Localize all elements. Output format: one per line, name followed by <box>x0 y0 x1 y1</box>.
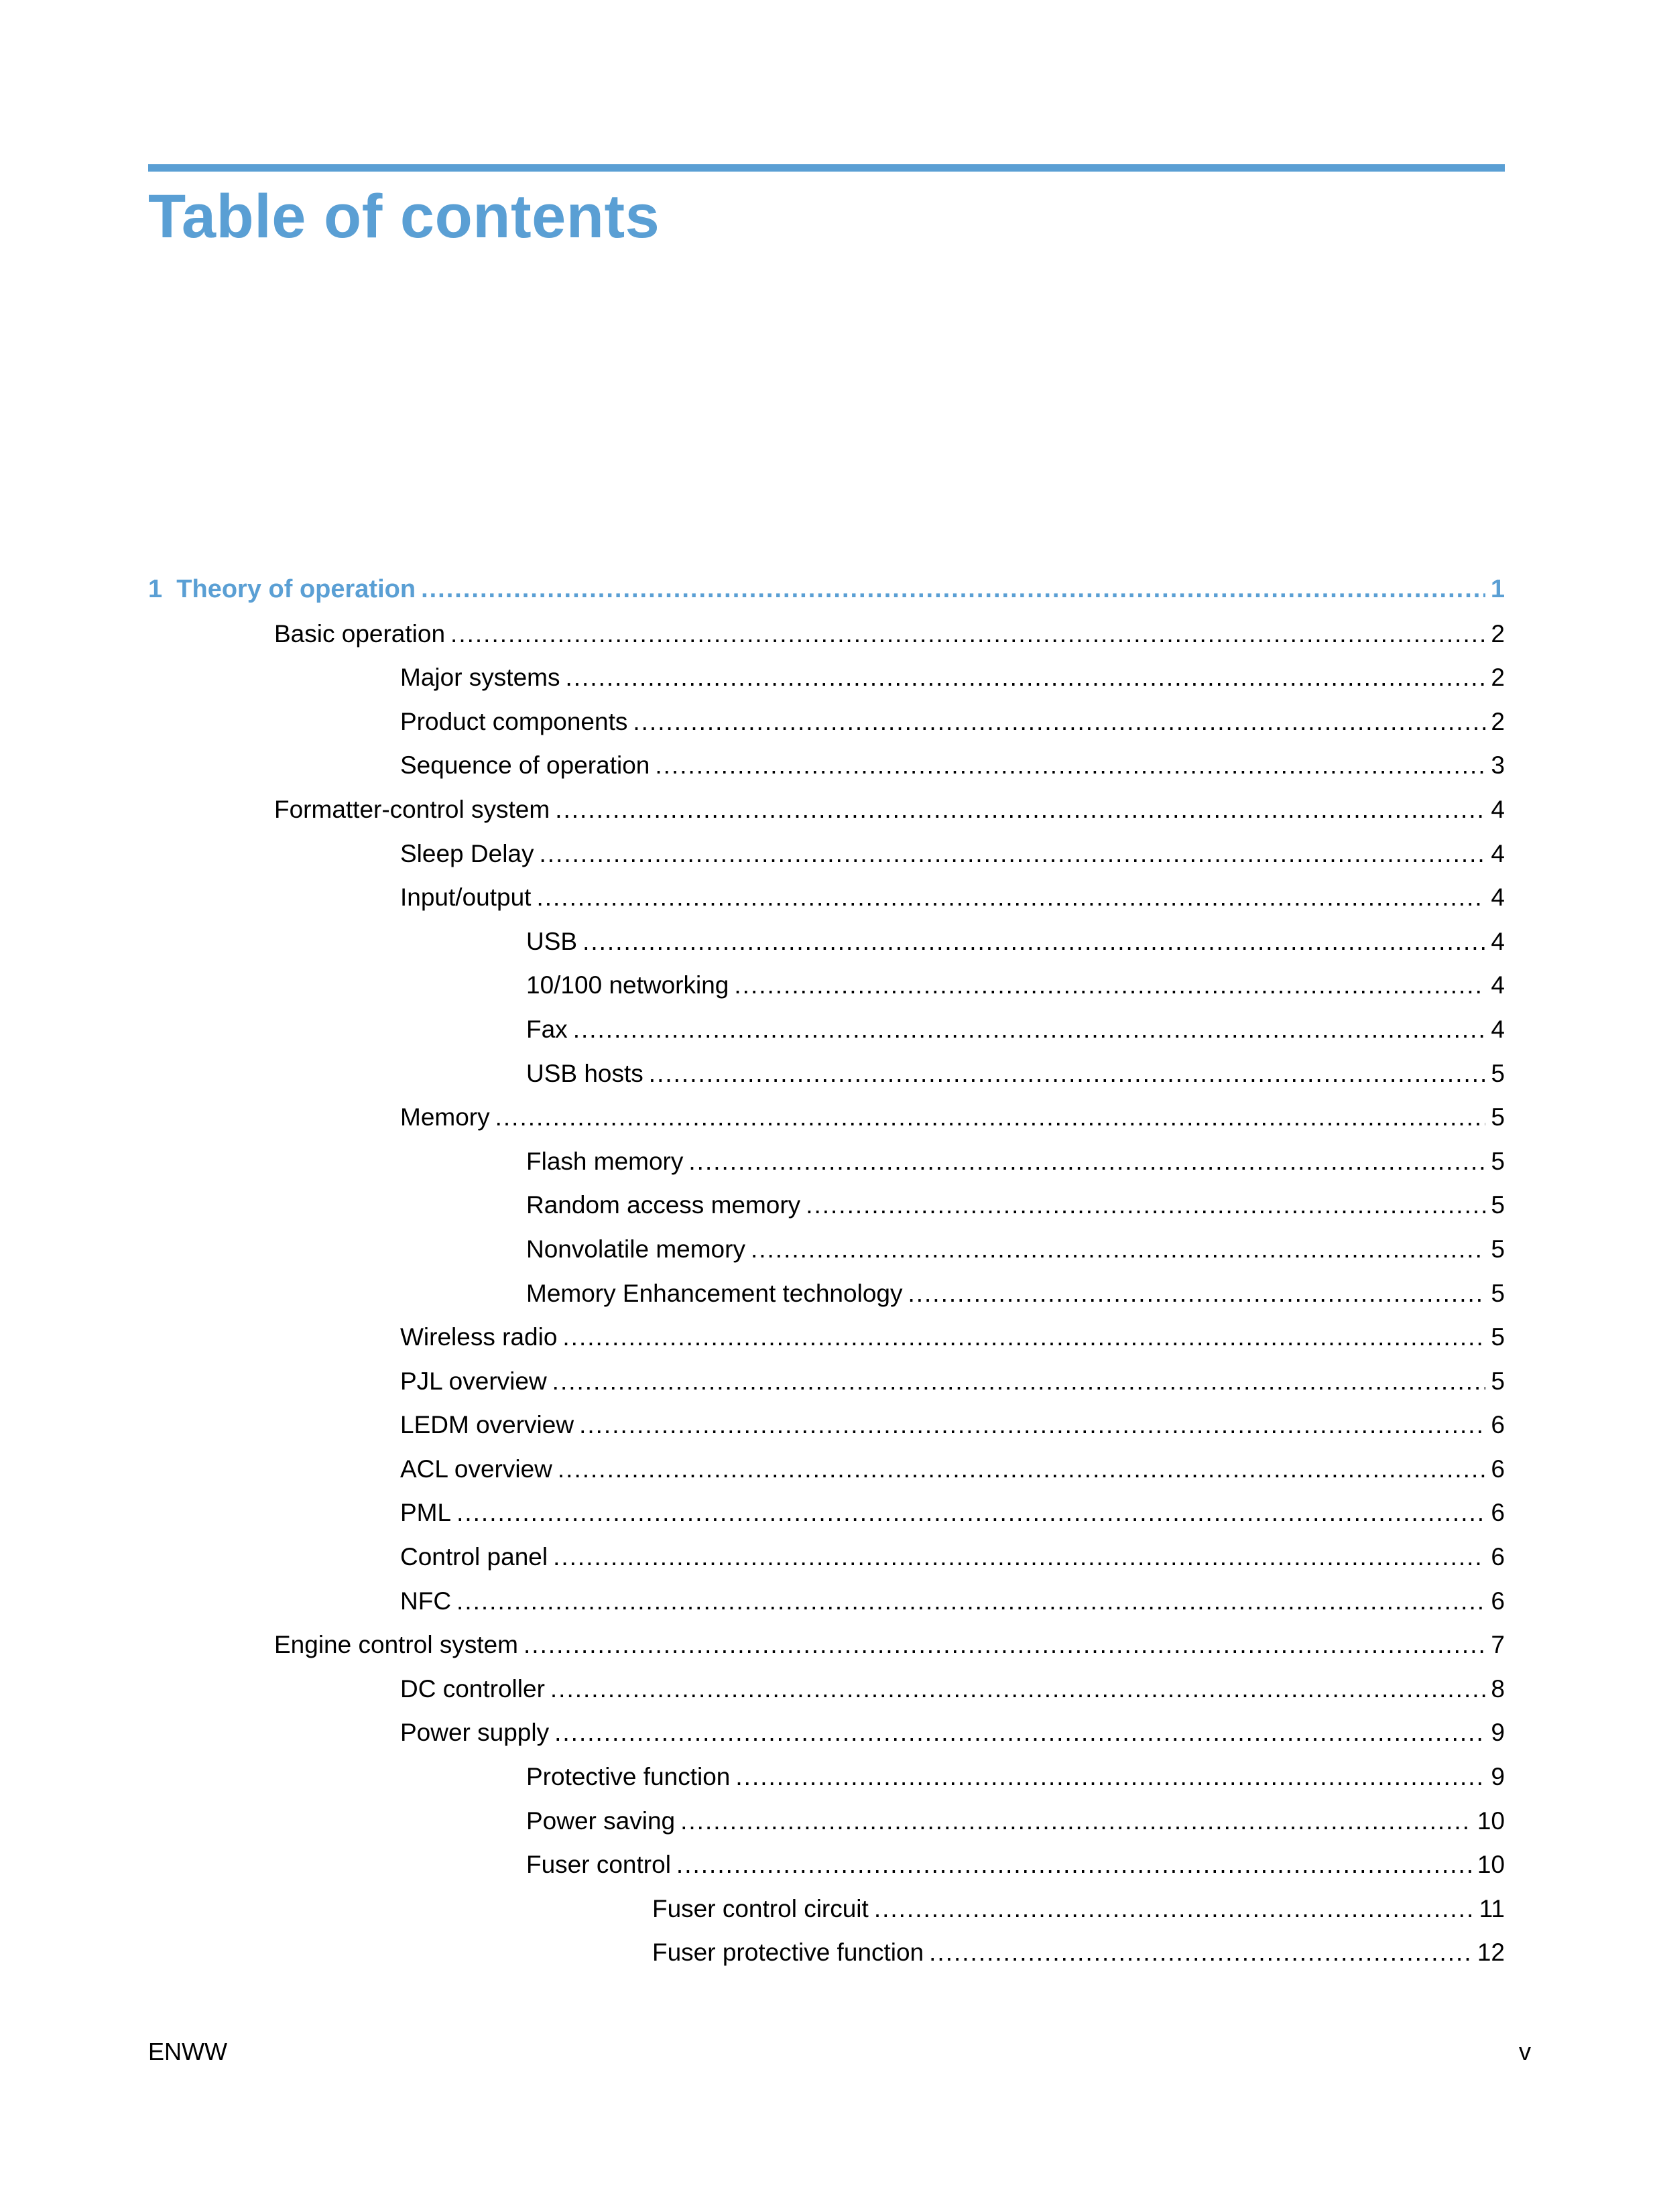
toc-page-number: 10 <box>1477 1806 1505 1835</box>
toc-page-number: 6 <box>1491 1455 1505 1483</box>
toc-page-number: 4 <box>1491 1015 1505 1043</box>
toc-entry[interactable] <box>148 1180 1505 1225</box>
toc-leader-dots <box>633 709 1485 734</box>
toc-entry-label: Sequence of operation <box>400 751 650 780</box>
toc-leader-dots <box>573 1017 1486 1042</box>
toc-page-number: 10 <box>1477 1851 1505 1879</box>
toc-entry-label: Major systems <box>400 664 560 692</box>
toc-entry[interactable] <box>148 1268 1505 1312</box>
toc-page-number: 5 <box>1491 1191 1505 1219</box>
toc-page-number: 6 <box>1491 1499 1505 1527</box>
toc-entry[interactable] <box>148 653 1505 697</box>
toc-page-number: 5 <box>1491 1147 1505 1175</box>
toc-entry-label: Formatter-control system <box>274 795 550 823</box>
toc-entry-label: Wireless radio <box>400 1323 558 1351</box>
toc-entry[interactable] <box>148 1136 1505 1180</box>
toc-leader-dots <box>555 797 1485 822</box>
header-rule <box>148 164 1505 172</box>
toc-entry-label: Fax <box>526 1015 568 1043</box>
toc-entry[interactable] <box>148 1928 1505 1972</box>
toc-entry[interactable] <box>148 1708 1505 1752</box>
toc-page-number: 4 <box>1491 795 1505 823</box>
toc-entry-label: Memory Enhancement technology <box>526 1279 903 1307</box>
toc-page-number: 11 <box>1479 1894 1505 1922</box>
toc-entry[interactable] <box>148 1004 1505 1048</box>
toc-leader-dots <box>579 1412 1485 1437</box>
toc-entry[interactable] <box>148 1752 1505 1796</box>
toc-page-number: 5 <box>1491 1059 1505 1087</box>
toc-leader-dots <box>565 665 1485 690</box>
toc-entry-label: ACL overview <box>400 1455 552 1483</box>
toc-entry-label: PML <box>400 1499 452 1527</box>
toc-page-number: 6 <box>1491 1411 1505 1439</box>
toc-entry-label: Engine control system <box>274 1631 519 1659</box>
toc-page-number: 4 <box>1491 883 1505 912</box>
toc-leader-dots <box>688 1149 1485 1174</box>
toc-page-number: 9 <box>1491 1719 1505 1747</box>
toc-entry[interactable] <box>148 1576 1505 1620</box>
toc-page-number: 3 <box>1491 751 1505 780</box>
toc-page-number: 5 <box>1491 1367 1505 1395</box>
toc-leader-dots <box>456 1589 1485 1613</box>
toc-entry-label: Power saving <box>526 1806 676 1835</box>
toc-page-number: 2 <box>1491 619 1505 648</box>
toc-leader-dots <box>751 1237 1485 1262</box>
toc-chapter-1[interactable] <box>148 560 1505 609</box>
toc-leader-dots <box>553 1544 1485 1569</box>
toc-entry[interactable] <box>148 828 1505 873</box>
toc-chapter-number: 1 <box>148 575 163 603</box>
toc-page-number: 6 <box>1491 1543 1505 1571</box>
toc-leader-dots <box>806 1192 1485 1217</box>
toc-page-number: 4 <box>1491 971 1505 999</box>
toc-leader-dots <box>582 929 1485 954</box>
toc-entry-label: Fuser control <box>526 1851 671 1879</box>
toc-leader-dots <box>908 1281 1485 1306</box>
toc-entry-label: 10/100 networking <box>526 971 729 999</box>
toc-entry-label: PJL overview <box>400 1367 547 1395</box>
toc-entry[interactable] <box>148 916 1505 961</box>
toc-leader-dots <box>558 1457 1486 1481</box>
toc-leader-dots <box>676 1852 1472 1877</box>
toc-entry[interactable] <box>148 1488 1505 1532</box>
toc-entry-list <box>148 609 1505 1971</box>
toc-page-number: 4 <box>1491 839 1505 867</box>
toc-entry-label: Product components <box>400 707 628 735</box>
page-title: Table of contents <box>148 182 660 251</box>
toc-entry-label: NFC <box>400 1587 452 1615</box>
table-of-contents <box>148 560 1505 1971</box>
toc-entry[interactable] <box>148 1400 1505 1445</box>
toc-entry-label: Basic operation <box>274 619 446 648</box>
toc-entry[interactable] <box>148 741 1505 785</box>
toc-entry-label: Fuser control circuit <box>652 1894 869 1922</box>
toc-entry-label: Random access memory <box>526 1191 801 1219</box>
toc-entry[interactable] <box>148 1796 1505 1840</box>
toc-entry-label: LEDM overview <box>400 1411 574 1439</box>
toc-page-number: 5 <box>1491 1235 1505 1263</box>
toc-page-number: 5 <box>1491 1103 1505 1131</box>
toc-leader-dots <box>655 753 1485 778</box>
toc-entry-label: USB <box>526 927 578 955</box>
toc-entry[interactable] <box>148 1664 1505 1708</box>
toc-leader-dots <box>540 841 1486 866</box>
toc-entry-label: Fuser protective function <box>652 1939 924 1967</box>
toc-page-number: 4 <box>1491 927 1505 955</box>
toc-entry-label: Flash memory <box>526 1147 684 1175</box>
toc-leader-dots <box>562 1325 1485 1349</box>
toc-entry-label: Input/output <box>400 883 532 912</box>
toc-leader-dots <box>680 1808 1472 1833</box>
toc-leader-dots <box>649 1061 1486 1086</box>
toc-entry[interactable] <box>148 1048 1505 1093</box>
toc-entry[interactable] <box>148 1444 1505 1488</box>
toc-entry[interactable] <box>148 609 1505 653</box>
toc-entry-label: Memory <box>400 1103 490 1131</box>
toc-entry[interactable] <box>148 1224 1505 1268</box>
toc-page-number: 8 <box>1491 1674 1505 1703</box>
toc-page-number: 2 <box>1491 707 1505 735</box>
toc-leader-dots <box>735 1764 1485 1789</box>
toc-entry[interactable] <box>148 1620 1505 1664</box>
toc-entry[interactable] <box>148 696 1505 741</box>
toc-chapter-label <box>148 576 416 602</box>
toc-entry[interactable] <box>148 1312 1505 1357</box>
toc-leader-dots <box>874 1896 1474 1921</box>
toc-page-number: 6 <box>1491 1587 1505 1615</box>
toc-entry-label: Control panel <box>400 1543 548 1571</box>
toc-leader-dots <box>421 576 1485 602</box>
toc-leader-dots <box>550 1676 1486 1701</box>
toc-entry[interactable] <box>148 1356 1505 1400</box>
toc-leader-dots <box>536 885 1485 910</box>
toc-page-number: 5 <box>1491 1323 1505 1351</box>
toc-leader-dots <box>734 973 1485 997</box>
footer-label: ENWW <box>148 2038 227 2065</box>
toc-entry-label: USB hosts <box>526 1059 643 1087</box>
toc-entry-label: Power supply <box>400 1719 550 1747</box>
toc-page-number: 7 <box>1491 1631 1505 1659</box>
toc-leader-dots <box>450 621 1485 646</box>
toc-page-number: 1 <box>1490 575 1505 603</box>
toc-chapter-title: Theory of operation <box>176 575 416 603</box>
toc-page-number: 2 <box>1491 664 1505 692</box>
toc-leader-dots <box>552 1369 1486 1394</box>
toc-entry[interactable] <box>148 1532 1505 1576</box>
toc-page-number: 5 <box>1491 1279 1505 1307</box>
toc-leader-dots <box>554 1720 1485 1745</box>
toc-entry[interactable] <box>148 873 1505 917</box>
toc-leader-dots <box>524 1632 1485 1657</box>
toc-entry[interactable] <box>148 1840 1505 1884</box>
footer-page-number: v <box>1519 2038 1531 2065</box>
toc-entry[interactable] <box>148 961 1505 1005</box>
toc-page-number: 9 <box>1491 1763 1505 1791</box>
toc-leader-dots <box>456 1500 1485 1525</box>
toc-entry-label: Protective function <box>526 1763 731 1791</box>
toc-entry-label: Sleep Delay <box>400 839 534 867</box>
toc-leader-dots <box>929 1940 1472 1965</box>
toc-entry[interactable] <box>148 1093 1505 1137</box>
toc-page-number: 12 <box>1477 1939 1505 1967</box>
toc-entry[interactable] <box>148 784 1505 828</box>
toc-entry[interactable] <box>148 1884 1505 1928</box>
toc-leader-dots <box>495 1105 1486 1129</box>
toc-entry-label: DC controller <box>400 1674 545 1703</box>
toc-entry-label: Nonvolatile memory <box>526 1235 745 1263</box>
